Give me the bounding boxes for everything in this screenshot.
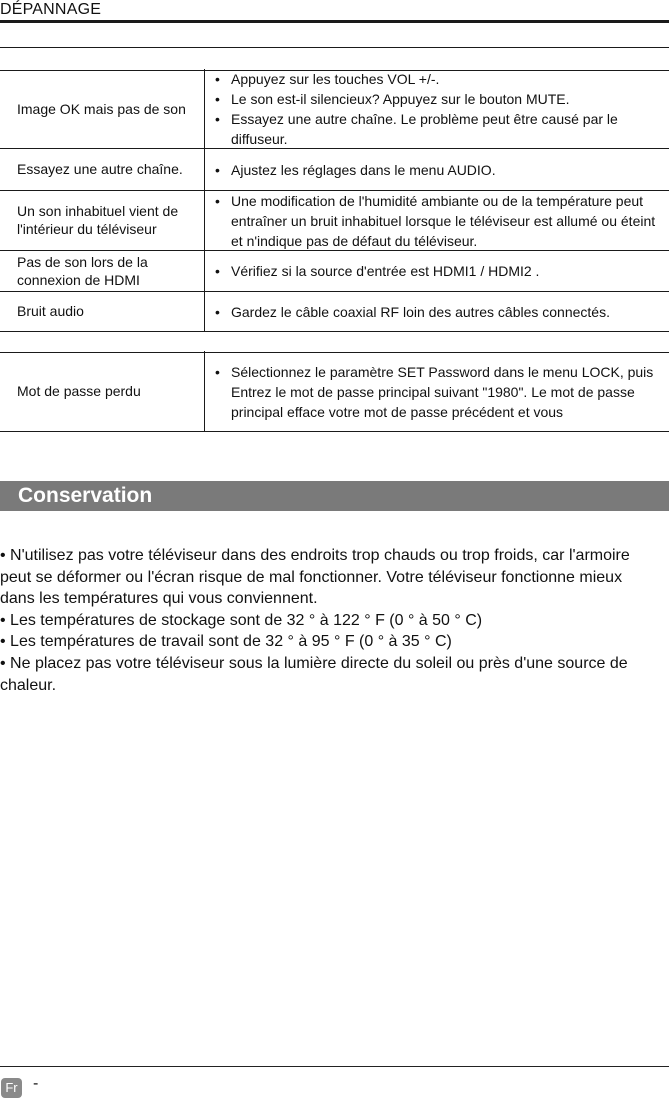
solution-text: Le son est-il silencieux? Appuyez sur le bouton MUTE.: [231, 91, 570, 107]
problem-cell: Mot de passe perdu: [0, 351, 205, 431]
table-row: [0, 351, 669, 432]
table-row: [0, 148, 669, 191]
conservation-paragraph: • Les températures de travail sont de 32 ° à 95 ° F (0 ° à 35 ° C): [0, 633, 452, 651]
table-row: [0, 250, 669, 292]
password-table-header-band: [0, 331, 669, 353]
bullet-mark: •: [215, 363, 220, 380]
bullet-mark: •: [215, 71, 220, 87]
conservation-paragraph: • N'utilisez pas votre téléviseur dans des endroits trop chauds ou trop froids, car l'armoire peut se déformer ou l'écran risque de mal fonctionner. Votre téléviseur fonctionne mieux dans les températures qui vous conviennent.: [0, 547, 630, 608]
conservation-paragraph: • Les températures de stockage sont de 32 ° à 122 ° F (0 ° à 50 ° C): [0, 611, 483, 629]
bullet-mark: •: [215, 111, 220, 127]
solution-item: [215, 261, 669, 281]
bullet-mark: •: [215, 161, 220, 178]
solution-text: Appuyez sur les touches VOL +/-.: [231, 71, 440, 87]
footer-rule: [0, 1066, 669, 1067]
table-row: [0, 190, 669, 251]
solution-item: [215, 362, 669, 422]
solution-item: [215, 160, 669, 180]
solution-cell: [205, 291, 669, 331]
solution-cell: [205, 69, 669, 148]
problem-cell: Essayez une autre chaîne.: [0, 148, 205, 190]
solution-text: Essayez une autre chaîne. Le problème peut être causé par le diffuseur.: [231, 111, 618, 147]
solution-text: Une modification de l'humidité ambiante ou de la température peut entraîner un bruit inhabituel lorsque le téléviseur est allumé ou éteint et n'indique pas de défaut du téléviseur.: [231, 192, 656, 249]
solution-item: [215, 89, 669, 109]
problem-cell: Un son inhabituel vient de l'intérieur du téléviseur: [0, 190, 205, 250]
solution-cell: [205, 351, 669, 431]
heading-rule: [0, 20, 669, 23]
solution-text: Ajustez les réglages dans le menu AUDIO.: [231, 161, 496, 178]
sound-table-header-band: [0, 47, 669, 71]
solution-item: [215, 302, 669, 322]
solution-cell: [205, 148, 669, 190]
bullet-mark: •: [215, 263, 220, 279]
solution-text: Gardez le câble coaxial RF loin des autres câbles connectés.: [231, 303, 610, 320]
solution-text: Sélectionnez le paramètre SET Password dans le menu LOCK, puis Entrez le mot de passe principal suivant "1980". Le mot de passe principal efface votre mot de passe précédent et vous: [231, 363, 654, 420]
table-row: [0, 69, 669, 149]
bullet-mark: •: [215, 303, 220, 320]
bullet-mark: •: [215, 192, 220, 209]
problem-cell: Image OK mais pas de son: [0, 69, 205, 148]
problem-cell: Bruit audio: [0, 291, 205, 331]
section-banner-conservation: Conservation: [0, 481, 669, 511]
solution-cell: [205, 250, 669, 291]
solution-text: Vérifiez si la source d'entrée est HDMI1 / HDMI2 .: [231, 263, 540, 279]
bullet-mark: •: [215, 91, 220, 107]
problem-cell: Pas de son lors de la connexion de HDMI: [0, 250, 205, 291]
solution-item: [215, 109, 669, 149]
table-row: [0, 291, 669, 332]
solution-cell: [205, 190, 669, 250]
conservation-paragraph: • Ne placez pas votre téléviseur sous la lumière directe du soleil ou près d'une source de chaleur.: [0, 654, 628, 694]
solution-item: [215, 69, 669, 89]
page-title: DÉPANNAGE: [0, 1, 102, 18]
conservation-body: [0, 545, 660, 696]
language-badge: Fr: [1, 1078, 22, 1098]
page-number: -: [33, 1075, 39, 1092]
solution-item: [215, 191, 669, 251]
